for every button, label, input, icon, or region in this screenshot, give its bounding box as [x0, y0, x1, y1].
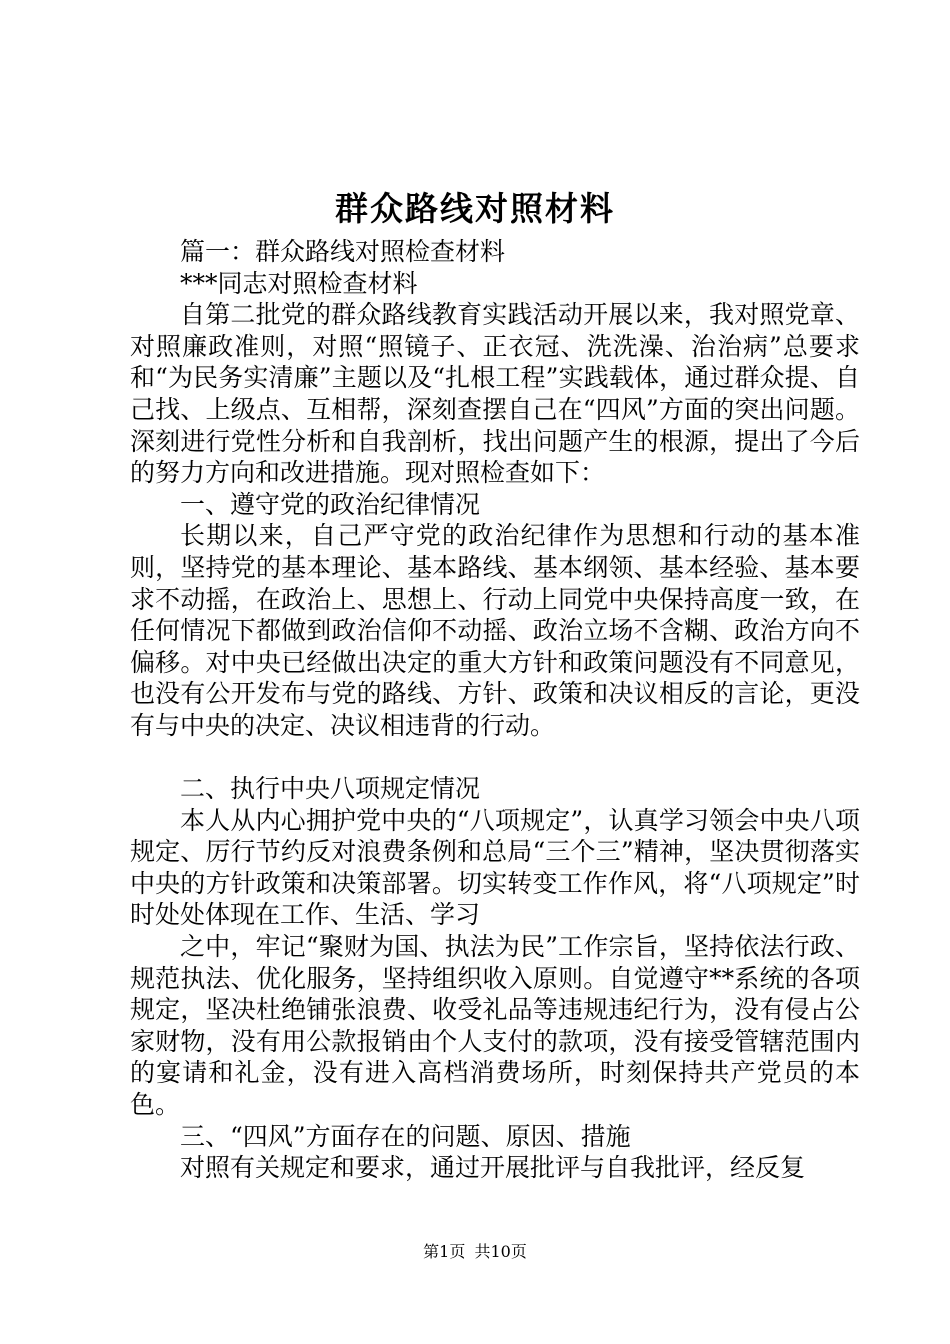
section-heading-pian-yi: 篇一：群众路线对照检查材料 [180, 237, 506, 266]
page-total: 共10页 [474, 1242, 527, 1261]
heading-eight-rules: 二、执行中央八项规定情况 [180, 774, 481, 804]
paragraph-eight-rules-continued: 之中，牢记“聚财为国、执法为民”工作宗旨，坚持依法行政、规范执法、优化服务，坚持组织收入原则。自觉遵守**系统的各项规定，坚决杜绝铺张浪费、收受礼品等违规违纪行为，没有侵占公家财物，没有用公款报销由个人支付的款项，没有接受管辖范围内的宴请和礼金，没有进入高档消费场所，时刻保持共产党员的本色。 [130, 932, 860, 1120]
paragraph-intro: 自第二批党的群众路线教育实践活动开展以来，我对照党章、对照廉政准则，对照“照镜子、正衣冠、洗洗澡、治治病”总要求和“为民务实清廉”主题以及“扎根工程”实践载体，通过群众提、自己找、上级点、互相帮，深刻查摆自己在“四风”方面的突出问题。深刻进行党性分析和自我剖析，找出问题产生的根源，提出了今后的努力方向和改进措施。现对照检查如下： [130, 300, 860, 488]
document-body [130, 236, 860, 1184]
page-footer [0, 1240, 950, 1264]
paragraph-four-winds: 对照有关规定和要求，通过开展批评与自我批评，经反复 [180, 1153, 806, 1183]
subheading-comrade-material: ***同志对照检查材料 [180, 268, 418, 298]
heading-political-discipline: 一、遵守党的政治纪律情况 [180, 489, 481, 519]
heading-four-winds: 三、“四风”方面存在的问题、原因、措施 [180, 1121, 631, 1151]
page-number: 第1页 [423, 1242, 466, 1261]
paragraph-political-discipline: 长期以来，自己严守党的政治纪律作为思想和行动的基本准则，坚持党的基本理论、基本路线、基本纲领、基本经验、基本要求不动摇，在政治上、思想上、行动上同党中央保持高度一致，在任何情况下都做到政治信仰不动摇、政治立场不含糊、政治方向不偏移。对中央已经做出决定的重大方针和政策问题没有不同意见，也没有公开发布与党的路线、方针、政策和决议相反的言论，更没有与中央的决定、决议相违背的行动。 [130, 521, 860, 740]
document-title: 群众路线对照材料 [335, 189, 615, 228]
paragraph-eight-rules: 本人从内心拥护党中央的“八项规定”，认真学习领会中央八项规定、厉行节约反对浪费条例和总局“三个三”精神，坚决贯彻落实中央的方针政策和决策部署。切实转变工作作风，将“八项规定”时时处处体现在工作、生活、学习 [130, 805, 860, 930]
